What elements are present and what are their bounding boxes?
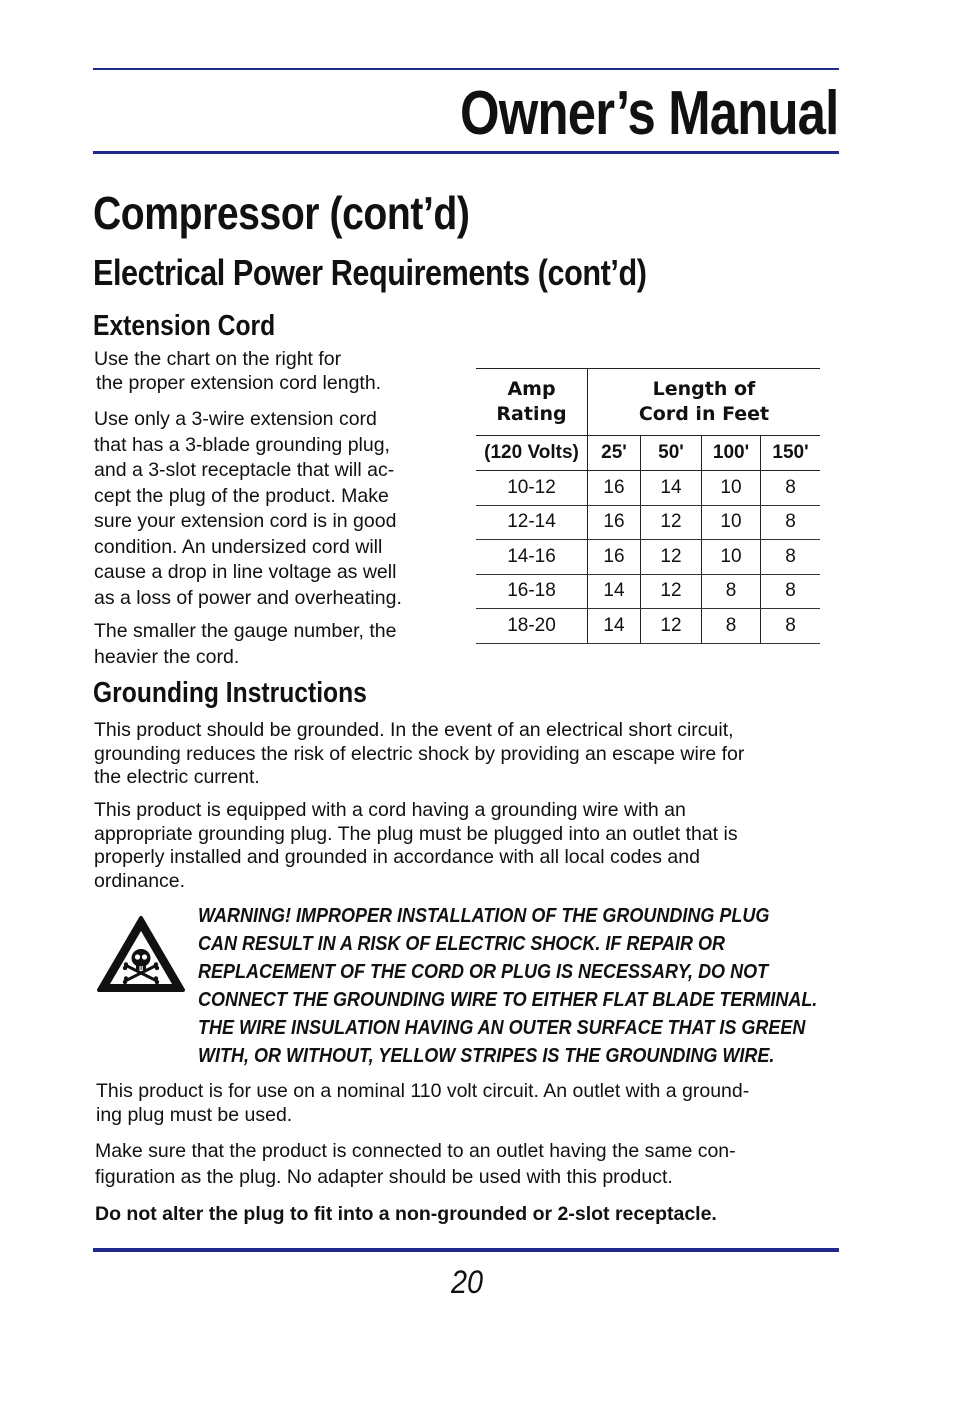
text-line: Use only a 3-wire extension cord [94, 408, 377, 430]
length-100: 100' [702, 436, 761, 471]
header-line: Length of [652, 378, 756, 400]
gauge-cell: 8 [702, 574, 761, 609]
amp-rating-cell: 16-18 [476, 574, 588, 609]
cord-length-header [588, 369, 821, 436]
footer-rule [93, 1248, 839, 1252]
text-line: the proper extension cord length. [96, 371, 382, 394]
volts-label: (120 Volts) [476, 436, 588, 471]
gauge-cell: 12 [641, 505, 702, 540]
gauge-cell: 16 [588, 471, 641, 506]
text-line: Make sure that the product is connected to an outlet having the same con- [95, 1140, 736, 1162]
grounding-para-4 [95, 1139, 865, 1190]
plug-alteration-note: Do not alter the plug to fit into a non-grounded or 2-slot receptacle. [95, 1203, 717, 1225]
text-line: The smaller the gauge number, the [94, 620, 397, 642]
text-line: ing plug must be used. [96, 1103, 293, 1126]
text-line: as a loss of power and overheating. [94, 586, 402, 609]
length-150: 150' [761, 436, 821, 471]
header-top-rule [93, 68, 839, 70]
warning-line: CONNECT THE GROUNDING WIRE TO EITHER FLAT BLADE TERMINAL. [198, 989, 818, 1011]
grounding-warning [198, 902, 818, 1070]
gauge-cell: 8 [761, 540, 821, 575]
text-line: and a 3-slot receptacle that will ac- [94, 459, 395, 481]
table-row [476, 609, 820, 644]
text-line: the electric current. [94, 766, 260, 788]
text-line: Use the chart on the right for [94, 348, 342, 370]
header-line: Rating [496, 403, 567, 425]
amp-rating-cell: 18-20 [476, 609, 588, 644]
page-number: 20 [450, 1264, 484, 1300]
text-line: appropriate grounding plug. The plug must be plugged into an outlet that is [94, 822, 738, 845]
skull-crossbones-warning-icon [96, 914, 186, 994]
gauge-cell: 8 [761, 609, 821, 644]
text-line: condition. An undersized cord will [94, 535, 383, 558]
table-row [476, 574, 820, 609]
amp-rating-cell: 14-16 [476, 540, 588, 575]
length-25: 25' [588, 436, 641, 471]
gauge-cell: 8 [761, 574, 821, 609]
gauge-cell: 8 [761, 505, 821, 540]
header-bottom-rule [93, 151, 839, 154]
extension-cord-heading: Extension Cord [93, 310, 276, 342]
gauge-cell: 8 [702, 609, 761, 644]
gauge-cell: 16 [588, 505, 641, 540]
gauge-cell: 14 [641, 471, 702, 506]
grounding-para-1 [94, 719, 844, 790]
text-line: ordinance. [94, 869, 186, 892]
warning-line: THE WIRE INSULATION HAVING AN OUTER SURFACE THAT IS GREEN [198, 1017, 806, 1039]
gauge-cell: 12 [641, 609, 702, 644]
header-line: Cord in Feet [638, 403, 770, 425]
gauge-cell: 16 [588, 540, 641, 575]
grounding-para-3 [96, 1080, 866, 1127]
gauge-cell: 14 [588, 609, 641, 644]
amp-rating-header [476, 369, 588, 436]
length-50: 50' [641, 436, 702, 471]
text-line: sure your extension cord is in good [94, 510, 397, 532]
text-line: cept the plug of the product. Make [94, 484, 389, 507]
gauge-cell: 10 [702, 505, 761, 540]
text-line: figuration as the plug. No adapter should be used with this product. [95, 1165, 673, 1188]
table-row [476, 471, 820, 506]
extension-cord-intro [94, 348, 464, 395]
text-line: This product should be grounded. In the event of an electrical short circuit, [94, 719, 734, 741]
warning-line: REPLACEMENT OF THE CORD OR PLUG IS NECESSARY, DO NOT [198, 961, 769, 983]
text-line: heavier the cord. [94, 645, 240, 668]
gauge-cell: 10 [702, 471, 761, 506]
amp-rating-cell: 12-14 [476, 505, 588, 540]
gauge-cell: 14 [588, 574, 641, 609]
table-header-row [476, 369, 820, 436]
section-title: Compressor (cont’d) [93, 187, 470, 239]
amp-rating-cell: 10-12 [476, 471, 588, 506]
section-subtitle: Electrical Power Requirements (cont’d) [93, 252, 647, 293]
extension-cord-table [476, 368, 820, 644]
gauge-cell: 12 [641, 540, 702, 575]
gauge-cell: 10 [702, 540, 761, 575]
extension-cord-instructions [94, 407, 474, 611]
table-row [476, 540, 820, 575]
warning-line: WITH, OR WITHOUT, YELLOW STRIPES IS THE GROUNDING WIRE. [198, 1045, 775, 1067]
text-line: properly installed and grounded in accordance with all local codes and [94, 846, 700, 868]
text-line: that has a 3-blade grounding plug, [94, 433, 390, 456]
gauge-cell: 8 [761, 471, 821, 506]
text-line: grounding reduces the risk of electric shock by providing an escape wire for [94, 742, 745, 765]
gauge-note [94, 619, 464, 670]
table-row [476, 505, 820, 540]
grounding-heading: Grounding Instructions [93, 677, 367, 709]
text-line: This product is for use on a nominal 110 volt circuit. An outlet with a ground- [96, 1080, 750, 1102]
warning-line: CAN RESULT IN A RISK OF ELECTRIC SHOCK. IF REPAIR OR [198, 933, 726, 955]
gauge-cell: 12 [641, 574, 702, 609]
header-line: Amp [507, 378, 556, 400]
text-line: This product is equipped with a cord having a grounding wire with an [94, 799, 686, 821]
table-subheader-row [476, 436, 820, 471]
page-header-title: Owner’s Manual [459, 79, 838, 148]
grounding-para-2 [94, 799, 844, 893]
warning-line: WARNING! IMPROPER INSTALLATION OF THE GROUNDING PLUG [198, 905, 770, 927]
text-line: cause a drop in line voltage as well [94, 561, 397, 583]
